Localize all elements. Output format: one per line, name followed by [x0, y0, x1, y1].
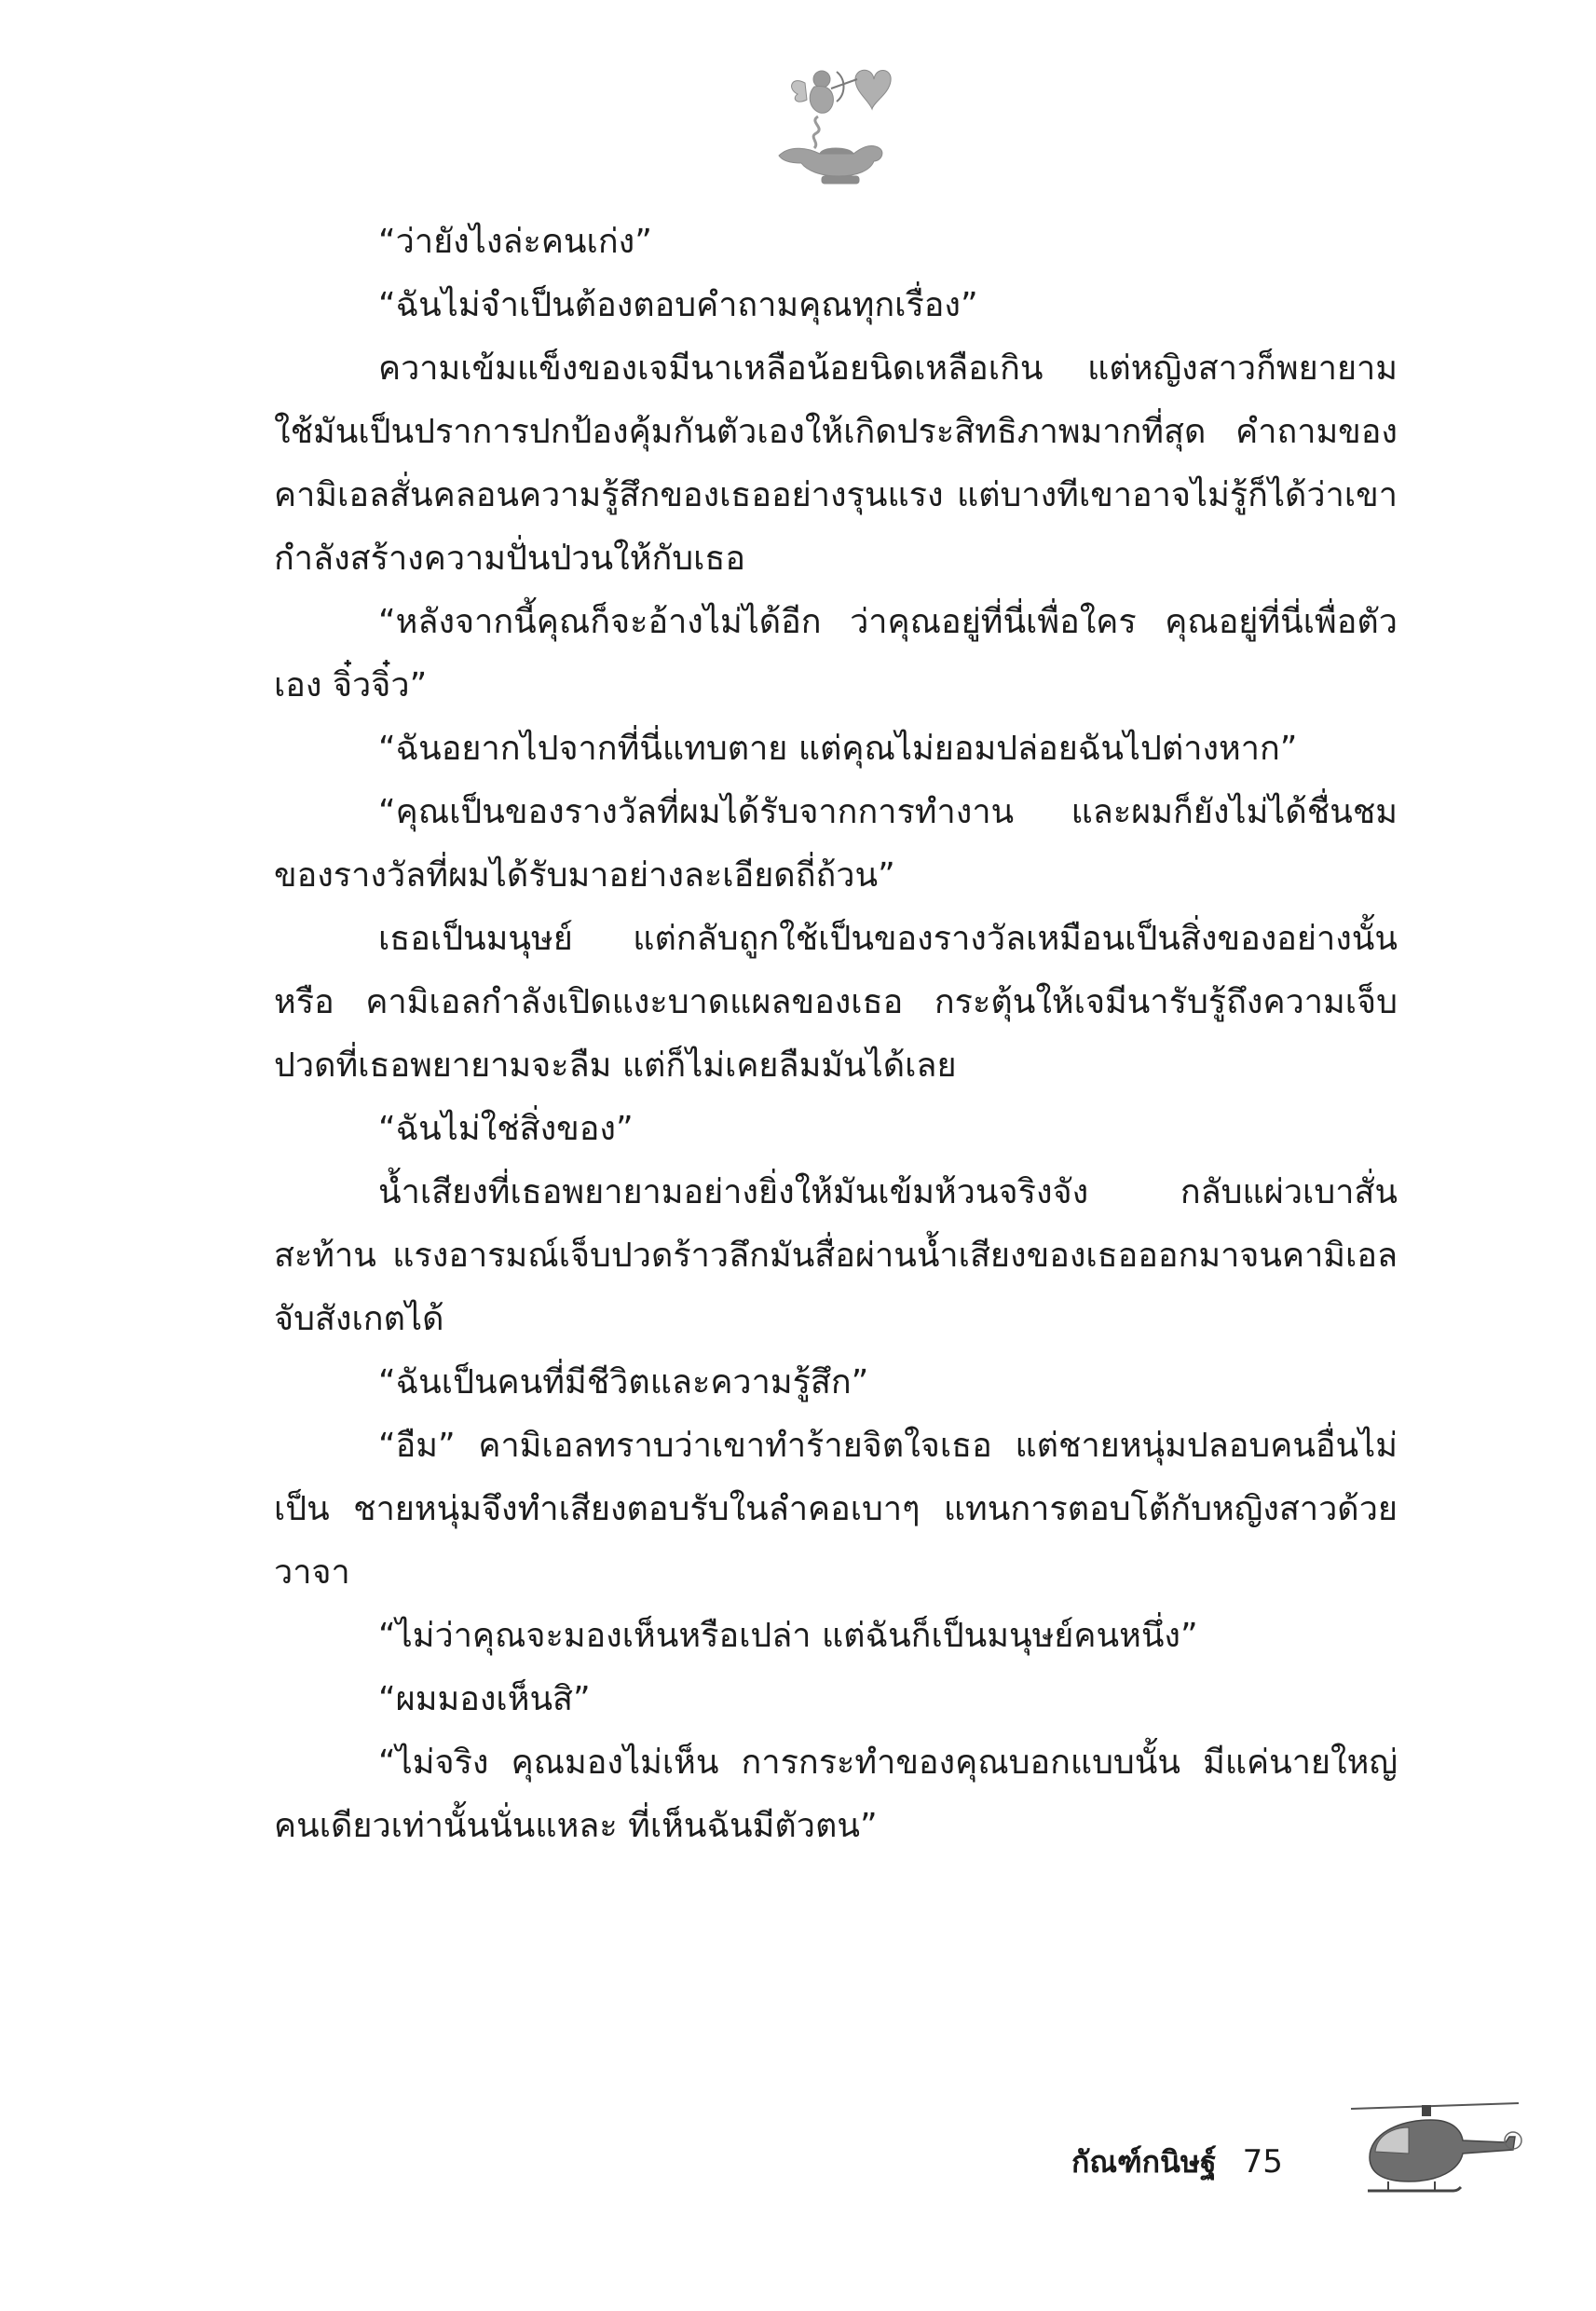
paragraph: “ฉันอยากไปจากที่นี่แทบตาย แต่คุณไม่ยอมปล่อยฉันไปต่างหาก”: [378, 730, 1298, 768]
paragraph: “ว่ายังไงล่ะคนเก่ง”: [378, 223, 652, 261]
body-text: [274, 211, 1398, 1858]
paragraph: ความเข้มแข็งของเจมีนาเหลือน้อยนิดเหลือเกิน แต่หญิงสาวก็พยายามใช้มันเป็นปราการปกป้องคุ้มกันตัวเองให้เกิดประสิทธิภาพมากที่สุด คำถามของคามิเอลสั่นคลอนความรู้สึกของเธออย่างรุนแรง แต่บางทีเขาอาจไม่รู้ก็ได้ว่าเขากำลังสร้างความปั่นป่วนให้กับเธอ: [274, 349, 1398, 578]
book-title: กัณฑ์กนิษฐ์: [1071, 2143, 1217, 2180]
genie-lamp-cupid-logo: [764, 51, 904, 191]
paragraph: “อืม” คามิเอลทราบว่าเขาทำร้ายจิตใจเธอ แต่ชายหนุ่มปลอบคนอื่นไม่เป็น ชายหนุ่มจึงทำเสียงตอบรับในลำคอเบาๆ แทนการตอบโต้กับหญิงสาวด้วยวาจา: [274, 1427, 1398, 1592]
page-footer: [1071, 2134, 1283, 2190]
paragraph: “ไม่ว่าคุณจะมองเห็นหรือเปล่า แต่ฉันก็เป็นมนุษย์คนหนึ่ง”: [378, 1617, 1198, 1655]
paragraph: “หลังจากนี้คุณก็จะอ้างไม่ได้อีก ว่าคุณอยู่ที่นี่เพื่อใคร คุณอยู่ที่นี่เพื่อตัวเอง จิ๋วจิ๋ว”: [274, 603, 1398, 704]
paragraph: “ฉันไม่ใช่สิ่งของ”: [378, 1110, 634, 1148]
paragraph: น้ำเสียงที่เธอพยายามอย่างยิ่งให้มันเข้มห้วนจริงจัง กลับแผ่วเบาสั่นสะท้าน แรงอารมณ์เจ็บปวดร้าวลึกมันสื่อผ่านน้ำเสียงของเธอออกมาจนคามิเอลจับสังเกตได้: [274, 1173, 1398, 1338]
paragraph: “ฉันเป็นคนที่มีชีวิตและความรู้สึก”: [378, 1363, 869, 1402]
paragraph: “ฉันไม่จำเป็นต้องตอบคำถามคุณทุกเรื่อง”: [378, 286, 978, 324]
paragraph: “คุณเป็นของรางวัลที่ผมได้รับจากการทำงาน และผมก็ยังไม่ได้ชื่นชมของรางวัลที่ผมได้รับมาอย่างละเอียดถี่ถ้วน”: [274, 793, 1398, 895]
paragraph: “ไม่จริง คุณมองไม่เห็น การกระทำของคุณบอกแบบนั้น มีแค่นายใหญ่คนเดียวเท่านั้นนั่นแหละ ที่เห็นฉันมีตัวตน”: [274, 1744, 1398, 1845]
paragraph: เธอเป็นมนุษย์ แต่กลับถูกใช้เป็นของรางวัลเหมือนเป็นสิ่งของอย่างนั้นหรือ คามิเอลกำลังเปิดแงะบาดแผลของเธอ กระตุ้นให้เจมีนารับรู้ถึงความเจ็บปวดที่เธอพยายามจะลืม แต่ก็ไม่เคยลืมมันได้เลย: [274, 920, 1398, 1085]
page-number: 75: [1242, 2143, 1283, 2181]
paragraph: “ผมมองเห็นสิ”: [378, 1680, 591, 1718]
helicopter-icon: [1342, 2092, 1528, 2204]
